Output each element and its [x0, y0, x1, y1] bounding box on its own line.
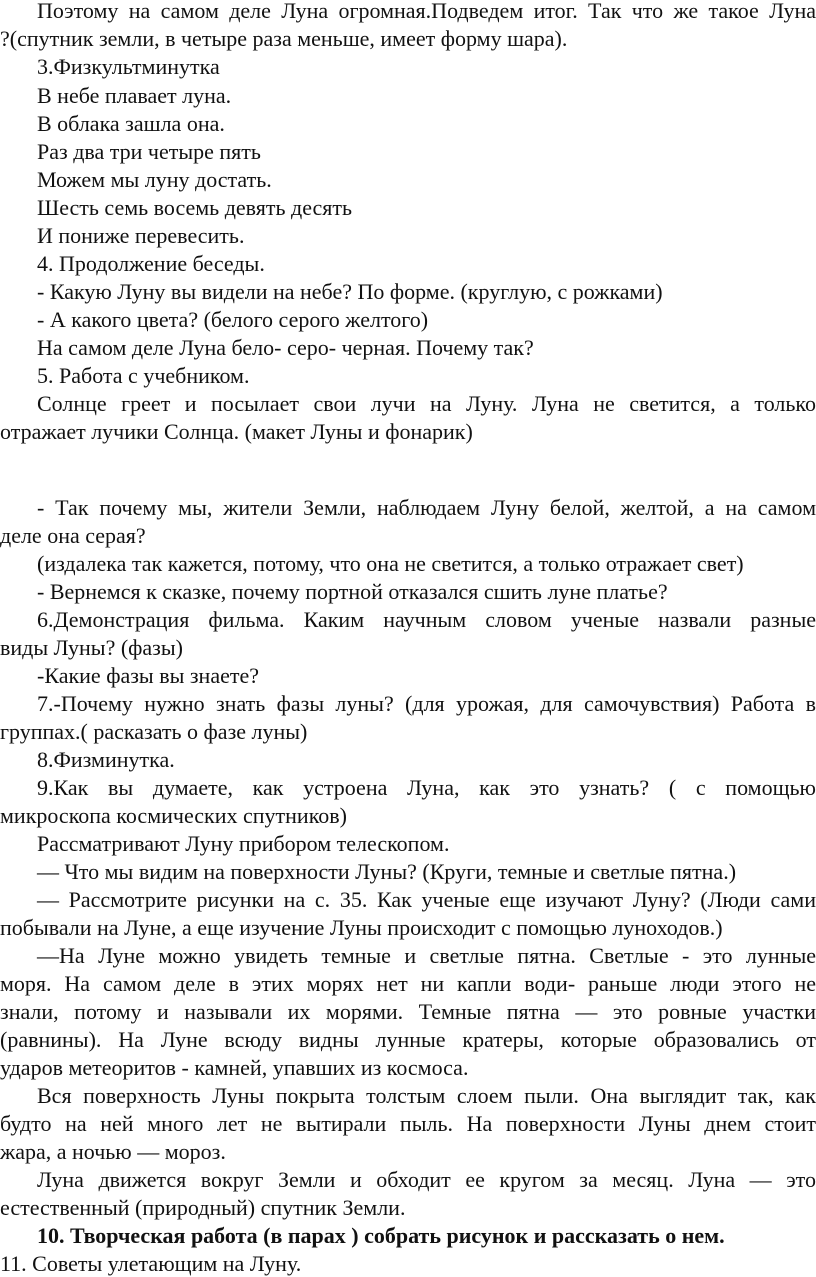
text-line: - Вернемся к сказке, почему портной отказался сшить луне платье? [37, 579, 668, 604]
text-line: микроскопа космических спутников) [0, 803, 347, 828]
text-line: ударов метеоритов - камней, упавших из космоса. [0, 1055, 469, 1080]
text-line: — Рассмотрите рисунки на с. 35. Как ученые еще изучают Луну? (Люди сами [37, 887, 816, 912]
text-line: - Какую Луну вы видели на небе? По форме. (круглую, с рожками) [37, 279, 663, 304]
text-line: естественный (природный) спутник Земли. [0, 1195, 406, 1220]
text-line: Луна движется вокруг Земли и обходит ее кругом за месяц. Луна — это [37, 1167, 816, 1192]
text-line: Солнце греет и посылает свои лучи на Луну. Луна не светится, а только [37, 391, 816, 416]
text-line: деле она серая? [0, 523, 146, 548]
text-line: ?(спутник земли, в четыре раза меньше, имеет форму шара). [0, 26, 568, 51]
text-line: знали, потому и называли их морями. Темные пятна — это ровные участки [0, 999, 816, 1024]
text-line: 9.Как вы думаете, как устроена Луна, как это узнать? ( с помощью [37, 775, 816, 800]
text-line: Рассматривают Луну прибором телескопом. [37, 831, 450, 856]
section-heading: 5. Работа с учебником. [37, 363, 250, 388]
text-line: Поэтому на самом деле Луна огромная.Подведем итог. Так что же такое Луна [37, 0, 816, 23]
text-line: отражает лучики Солнца. (макет Луны и фонарик) [0, 419, 473, 444]
section-heading: 8.Физминутка. [37, 747, 175, 772]
text-line: Вся поверхность Луны покрыта толстым слоем пыли. Она выглядит так, как [37, 1083, 816, 1108]
text-line: -Какие фазы вы знаете? [37, 663, 259, 688]
section-heading: 3.Физкультминутка [37, 54, 220, 79]
poem-line: Можем мы луну достать. [37, 167, 272, 192]
text-line: 11. Советы улетающим на Луну. [0, 1251, 302, 1276]
text-line: - А какого цвета? (белого серого желтого) [37, 307, 429, 332]
poem-line: В облака зашла она. [37, 111, 225, 136]
text-line: жара, а ночью — мороз. [0, 1139, 226, 1164]
text-line: (равнины). На Луне всюду видны лунные кратеры, которые образовались от [0, 1027, 816, 1052]
text-line: группах.( расказать о фазе луны) [0, 719, 308, 744]
text-line: 6.Демонстрация фильма. Каким научным словом ученые назвали разные [37, 607, 816, 632]
text-line: моря. На самом деле в этих морях нет ни капли води- раньше люди этого не [0, 971, 816, 996]
text-line: На самом деле Луна бело- серо- черная. Почему так? [37, 335, 534, 360]
text-line: 7.-Почему нужно знать фазы луны? (для урожая, для самочувствия) Работа в [37, 691, 816, 716]
text-line: виды Луны? (фазы) [0, 635, 183, 660]
poem-line: Раз два три четыре пять [37, 139, 261, 164]
text-line: побывали на Луне, а еще изучение Луны происходит с помощью луноходов.) [0, 915, 723, 940]
bold-task-heading: 10. Творческая работа (в парах ) собрать рисунок и рассказать о нем. [37, 1223, 725, 1248]
text-line: - Так почему мы, жители Земли, наблюдаем Луну белой, желтой, а на самом [37, 495, 816, 520]
poem-line: Шесть семь восемь девять десять [37, 195, 353, 220]
text-line: будто на ней много лет не вытирали пыль. На поверхности Луны днем стоит [0, 1111, 816, 1136]
text-line: (издалека так кажется, потому, что она не светится, а только отражает свет) [37, 551, 744, 576]
text-line: —На Луне можно увидеть темные и светлые пятна. Светлые - это лунные [37, 943, 816, 968]
poem-line: И пониже перевесить. [37, 223, 245, 248]
text-line: — Что мы видим на поверхности Луны? (Круги, темные и светлые пятна.) [37, 859, 737, 884]
section-heading: 4. Продолжение беседы. [37, 251, 265, 276]
poem-line: В небе плавает луна. [37, 83, 232, 108]
